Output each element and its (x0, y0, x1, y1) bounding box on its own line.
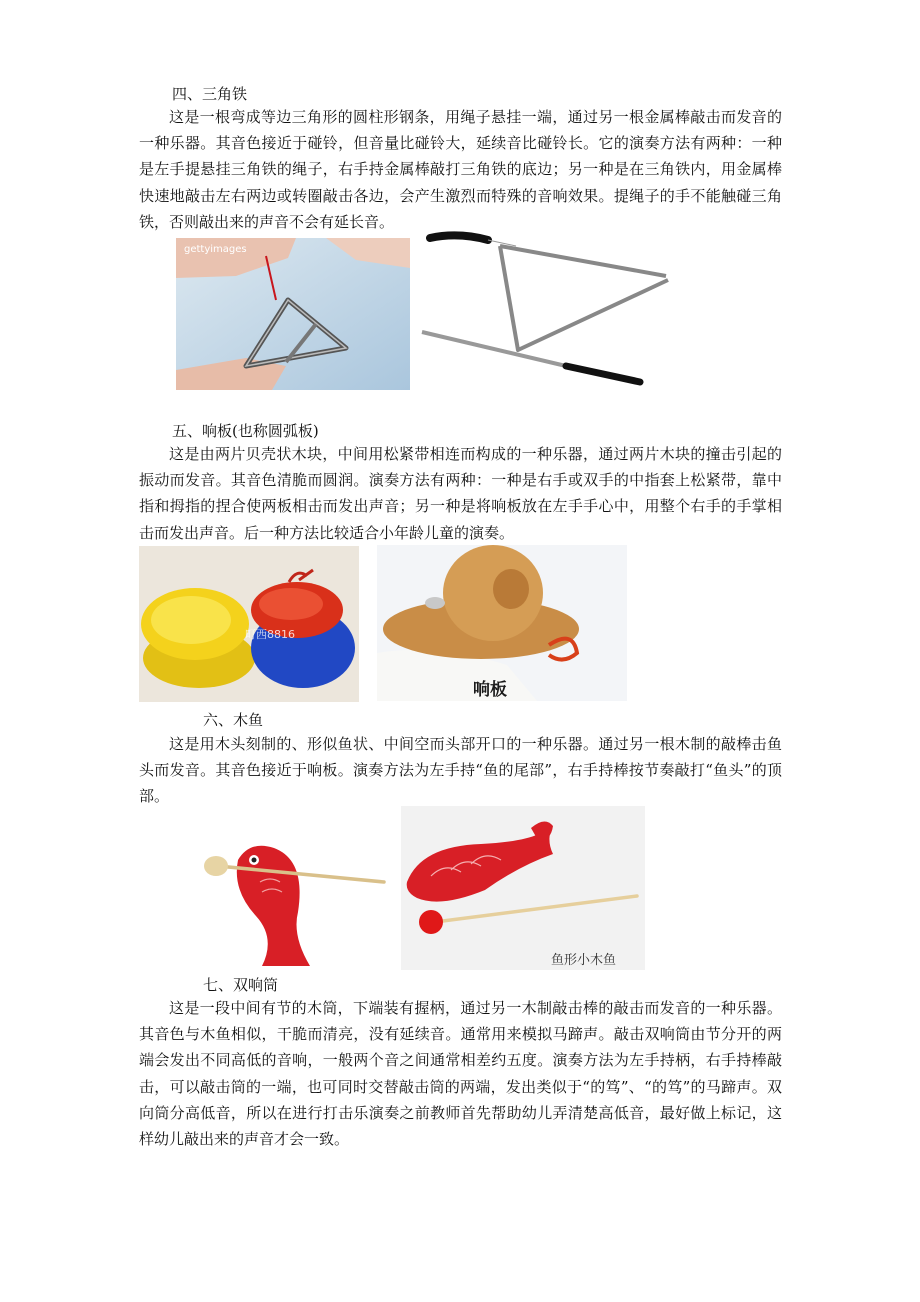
section-heading-double-tube: 七、双响筒 (203, 976, 279, 994)
triangle-photo-hands (176, 238, 410, 390)
section-text-wooden-fish: 这是用木头刻制的、形似鱼状、中间空而头部开口的一种乐器。通过另一根木制的敲棒击鱼头而发音。其音色接近于响板。演奏方法为左手持“鱼的尾部”，右手持棒按节奏敲打“鱼头”的顶部。 (139, 735, 782, 806)
wooden-fish-upright-illustration (198, 826, 388, 972)
wooden-fish-photo-caption: 鱼形小木鱼 (551, 953, 617, 968)
castanets-photo-wooden (377, 545, 627, 701)
wooden-fish-photo-upright (198, 826, 388, 972)
triangle-hands-illustration (176, 238, 410, 390)
section-text-double-tube: 这是一段中间有节的木筒，下端装有握柄，通过另一木制敲击棒的敲击而发音的一种乐器。其音色与木鱼相似，干脆而清亮，没有延续音。通常用来模拟马蹄声。敲击双响筒由节分开的两端会发出不同高低的音响，一般两个音之间通常相差约五度。演奏方法为左手持柄，右手持棒敲击，可以敲击筒的一端，也可同时交替敲击筒的两端，发出类似于“的笃”、“的笃”的马蹄声。双向筒分高低音，所以在进行打击乐演奏之前教师首先帮助幼儿弄清楚高低音，最好做上标记，这样幼儿敲出来的声音才会一致。 (139, 999, 782, 1149)
castanets-photo-caption: 响板 (473, 680, 507, 700)
castanets-colorful-illustration (139, 546, 359, 702)
section-text-triangle: 这是一根弯成等边三角形的圆柱形钢条，用绳子悬挂一端，通过另一根金属棒敲击而发音的一种乐器。其音色接近于碰铃，但音量比碰铃大，延续音比碰铃长。它的演奏方法有两种：一种是左手提悬挂三角铁的绳子，右手持金属棒敲打三角铁的底边；另一种是在三角铁内，用金属棒快速地敲击左右两边或转圈敲击各边，会产生激烈而特殊的音响效果。提绳子的手不能触碰三角铁，否则敲出来的声音不会有延长音。 (139, 108, 782, 231)
section-heading-castanets: 五、响板(也称圆弧板) (172, 422, 319, 440)
castanets-photo-colorful (139, 546, 359, 702)
triangle-photo-product (418, 228, 676, 392)
section-heading-wooden-fish: 六、木鱼 (203, 711, 264, 729)
castanets-wooden-illustration (377, 545, 627, 701)
triangle-photo-watermark: gettyimages (184, 244, 247, 255)
section-text-castanets: 这是由两片贝壳状木块，中间用松紧带相连而构成的一种乐器，通过两片木块的撞击引起的振动而发音。其音色清脆而圆润。演奏方法有两种：一种是右手或双手的中指套上松紧带，靠中指和拇指的捏合使两板相击而发出声音；另一种是将响板放在左手手心中，用整个右手的手掌相击而发出声音。后一种方法比较适合小年龄儿童的演奏。 (139, 445, 782, 542)
wooden-fish-lying-illustration (401, 806, 645, 970)
wooden-fish-photo-lying (401, 806, 645, 970)
triangle-product-illustration (418, 228, 676, 392)
castanets-photo-watermark: 町西8816 (245, 628, 295, 641)
section-heading-triangle: 四、三角铁 (172, 85, 248, 103)
